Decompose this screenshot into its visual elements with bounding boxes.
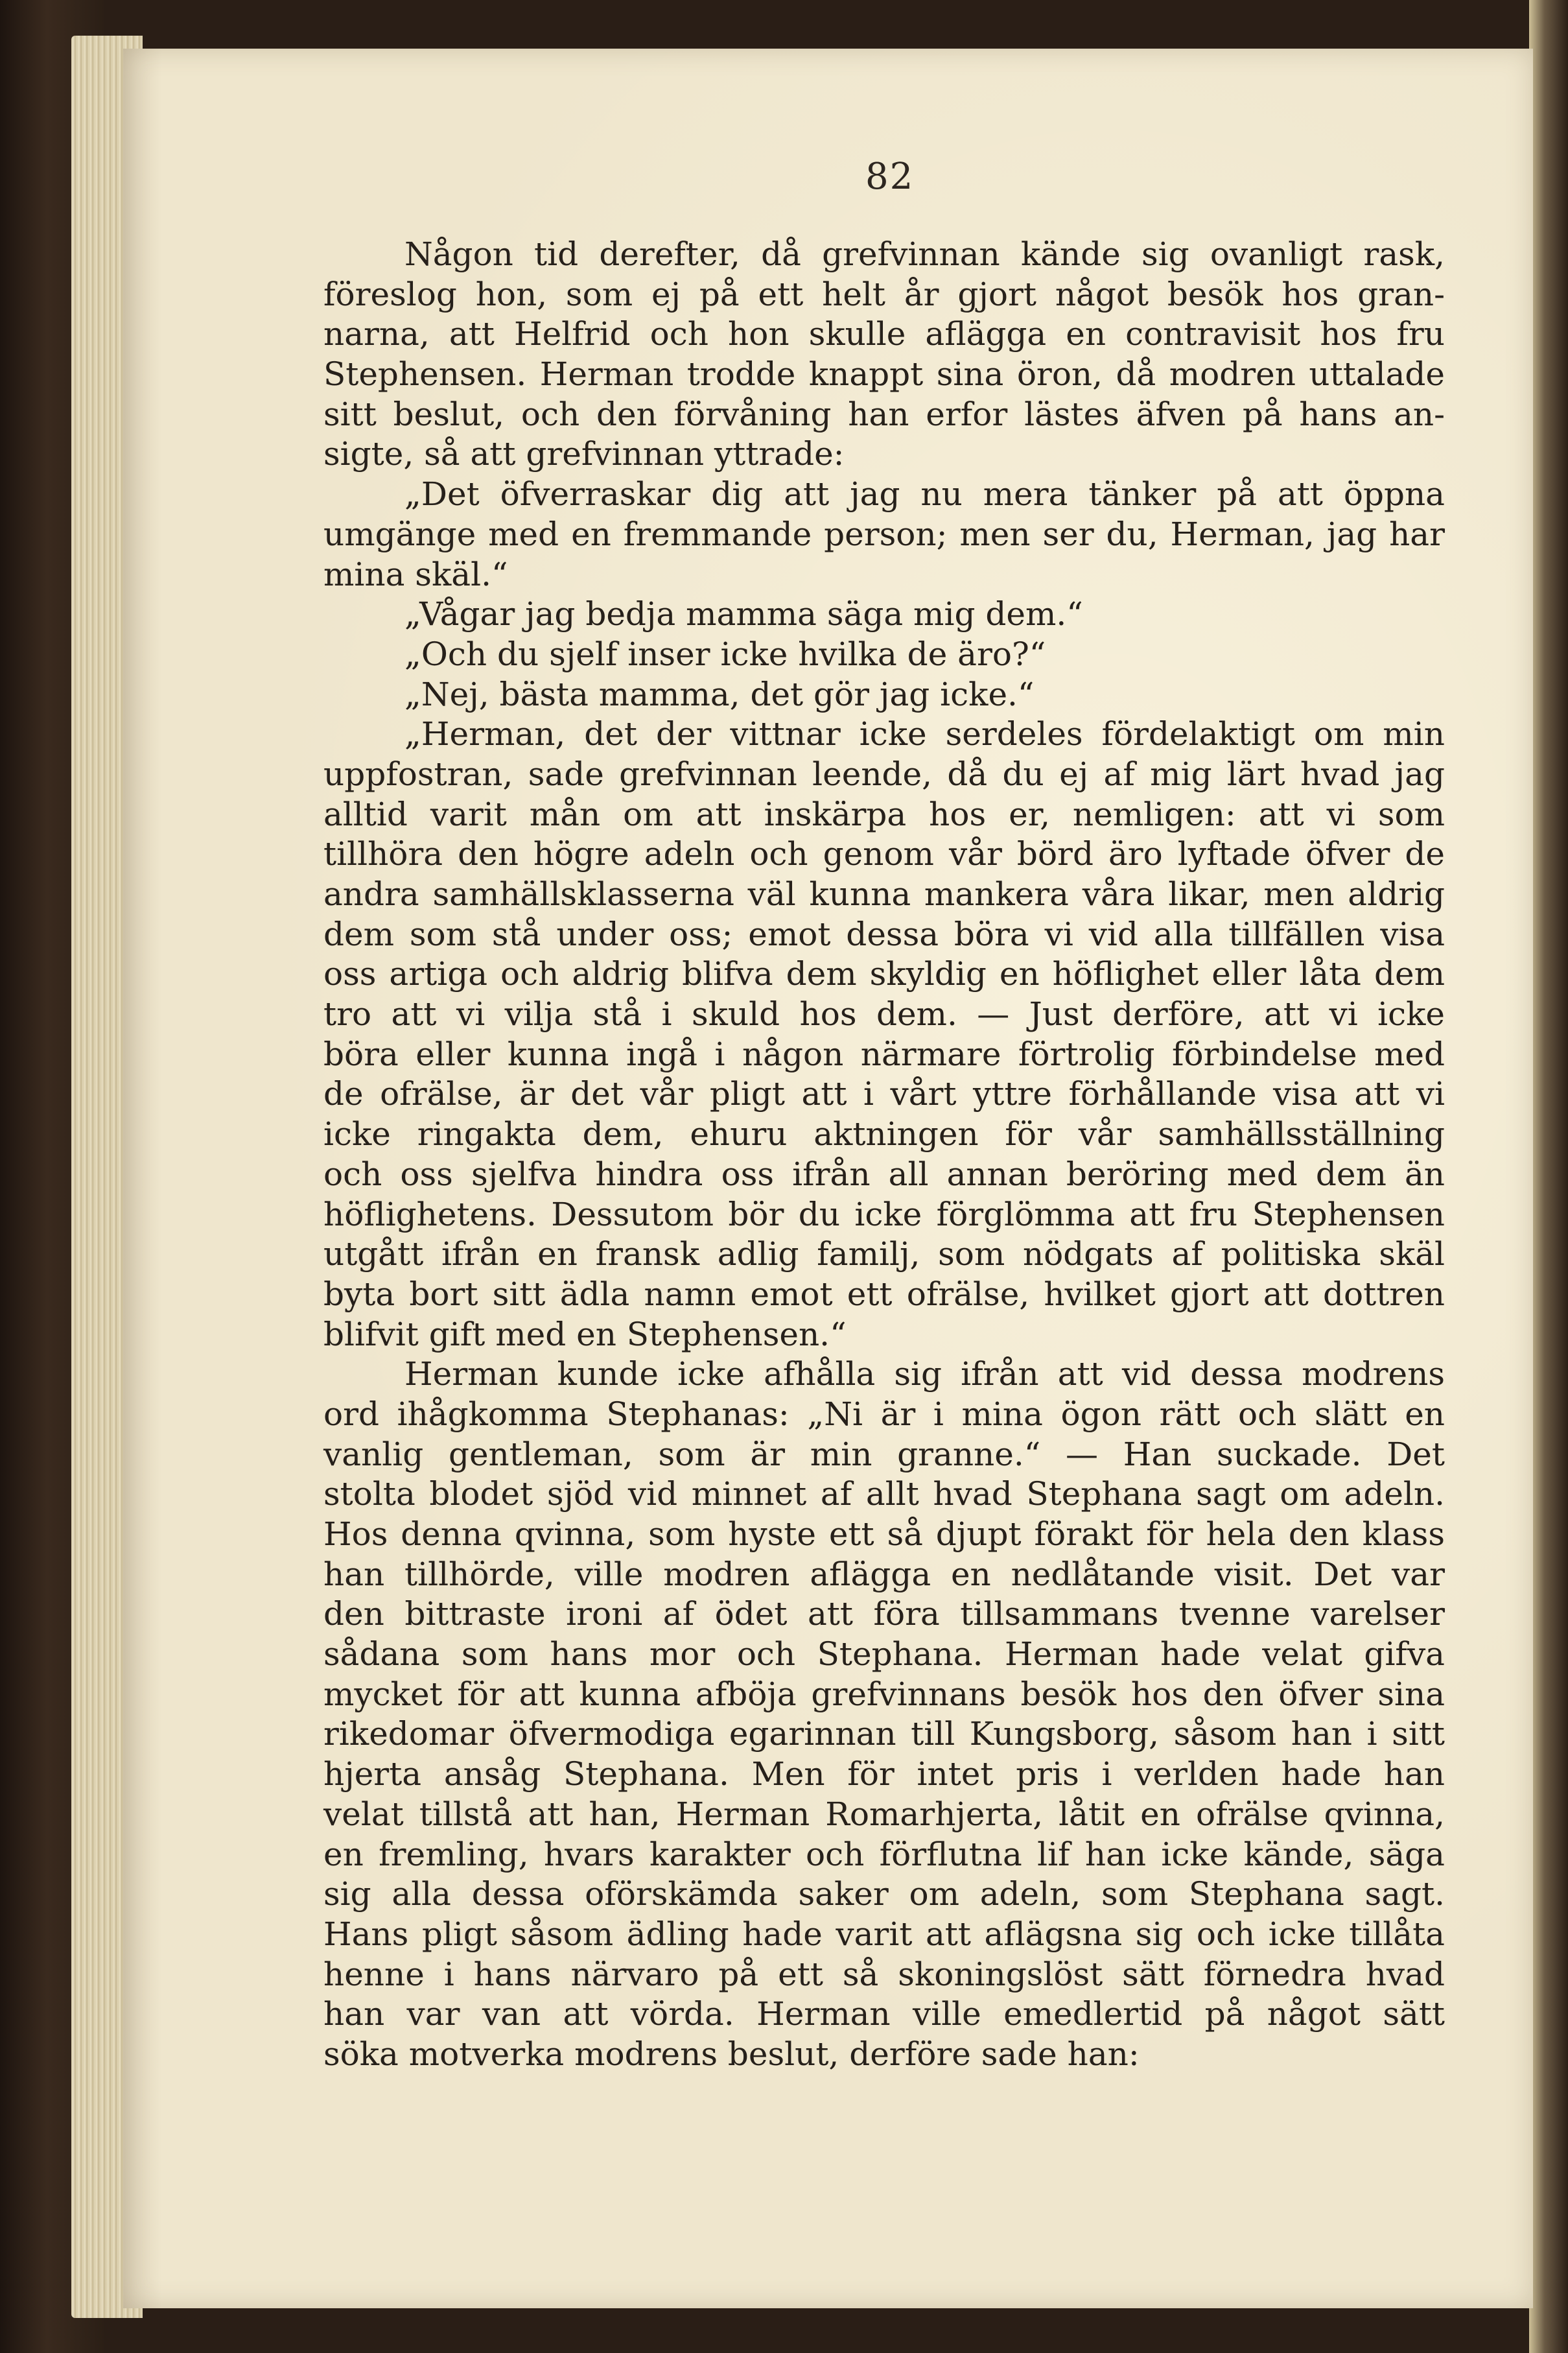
- text-line: byta bort sitt ädla namn emot ett ofrälse, hvilket gjort att dottren: [323, 1275, 1445, 1313]
- text-line: söka motverka modrens beslut, derföre sade han:: [323, 2035, 1140, 2073]
- right-page-edge: [1529, 0, 1568, 2353]
- text-line: och oss sjelfva hindra oss ifrån all annan beröring med dem än: [323, 1155, 1445, 1193]
- text-line: Hos denna qvinna, som hyste ett så djupt förakt för hela den klass: [323, 1515, 1445, 1553]
- text-line: „Herman, det der vittnar icke serdeles fördelaktigt om min: [404, 715, 1445, 753]
- text-line: Hans pligt såsom ädling hade varit att aflägsna sig och icke tillåta: [323, 1915, 1445, 1953]
- text-line: böra eller kunna ingå i någon närmare förtrolig förbindelse med: [323, 1035, 1445, 1073]
- text-line: henne i hans närvaro på ett så skoningslöst sätt förnedra hvad: [323, 1955, 1445, 1993]
- text-line: tro att vi vilja stå i skuld hos dem. — Just derföre, att vi icke: [323, 995, 1445, 1034]
- text-line: narna, att Helfrid och hon skulle aflägga en contravisit hos fru: [323, 315, 1445, 353]
- text-line: icke ringakta dem, ehuru aktningen för vår samhällsställning: [323, 1115, 1445, 1153]
- text-line: dem som stå under oss; emot dessa böra vi vid alla tillfällen visa: [323, 915, 1445, 953]
- text-line: „Vågar jag bedja mamma säga mig dem.“: [404, 595, 1083, 633]
- text-line: ord ihågkomma Stephanas: „Ni är i mina ögon rätt och slätt en: [323, 1395, 1445, 1433]
- text-line: vanlig gentleman, som är min granne.“ — Han suckade. Det: [323, 1435, 1445, 1473]
- body-text: [323, 235, 1445, 2075]
- text-line: mina skäl.“: [323, 555, 508, 593]
- text-line: Herman kunde icke afhålla sig ifrån att vid dessa modrens: [404, 1355, 1445, 1393]
- text-line: Stephensen. Herman trodde knappt sina öron, då modren uttalade: [323, 355, 1445, 394]
- text-line: han tillhörde, ville modren aflägga en nedlåtande visit. Det var: [323, 1555, 1445, 1593]
- text-line: Någon tid derefter, då grefvinnan kände sig ovanligt rask,: [404, 235, 1445, 273]
- text-line: föreslog hon, som ej på ett helt år gjort något besök hos gran-: [323, 275, 1445, 313]
- text-line: oss artiga och aldrig blifva dem skyldig en höflighet eller låta dem: [323, 955, 1445, 993]
- text-line: de ofrälse, är det vår pligt att i vårt yttre förhållande visa att vi: [323, 1075, 1445, 1113]
- text-line: uppfostran, sade grefvinnan leende, då du ej af mig lärt hvad jag: [323, 755, 1445, 793]
- text-line: sitt beslut, och den förvåning han erfor lästes äfven på hans an-: [323, 395, 1445, 433]
- text-line: stolta blodet sjöd vid minnet af allt hvad Stephana sagt om adeln.: [323, 1475, 1445, 1513]
- text-line: „Det öfverraskar dig att jag nu mera tänker på att öppna: [404, 475, 1445, 514]
- text-line: hjerta ansåg Stephana. Men för intet pris i verlden hade han: [323, 1755, 1445, 1793]
- text-line: den bittraste ironi af ödet att föra tillsammans tvenne varelser: [323, 1595, 1445, 1633]
- text-line: andra samhällsklasserna väl kunna mankera våra likar, men aldrig: [323, 875, 1445, 913]
- text-line: sig alla dessa oförskämda saker om adeln, som Stephana sagt.: [323, 1875, 1445, 1913]
- text-line: mycket för att kunna afböja grefvinnans besök hos den öfver sina: [323, 1675, 1445, 1713]
- text-line: sådana som hans mor och Stephana. Herman hade velat gifva: [323, 1635, 1445, 1673]
- text-line: „Och du sjelf inser icke hvilka de äro?“: [404, 635, 1046, 673]
- text-line: blifvit gift med en Stephensen.“: [323, 1315, 847, 1353]
- text-line: „Nej, bästa mamma, det gör jag icke.“: [404, 675, 1035, 713]
- text-line: han var van att vörda. Herman ville emedlertid på något sätt: [323, 1995, 1445, 2033]
- text-line: velat tillstå att han, Herman Romarhjerta, låtit en ofrälse qvinna,: [323, 1795, 1445, 1833]
- text-line: umgänge med en fremmande person; men ser du, Herman, jag har: [323, 515, 1445, 553]
- text-line: en fremling, hvars karakter och förflutna lif han icke kände, säga: [323, 1835, 1445, 1873]
- text-line: alltid varit mån om att inskärpa hos er, nemligen: att vi som: [323, 795, 1445, 833]
- text-line: sigte, så att grefvinnan yttrade:: [323, 435, 845, 473]
- text-line: höflighetens. Dessutom bör du icke förglömma att fru Stephensen: [323, 1195, 1445, 1233]
- page-number: 82: [865, 156, 915, 198]
- text-line: tillhöra den högre adeln och genom vår börd äro lyftade öfver de: [323, 835, 1445, 873]
- text-line: rikedomar öfvermodiga egarinnan till Kungsborg, såsom han i sitt: [323, 1715, 1445, 1753]
- text-line: utgått ifrån en fransk adlig familj, som nödgats af politiska skäl: [323, 1235, 1445, 1273]
